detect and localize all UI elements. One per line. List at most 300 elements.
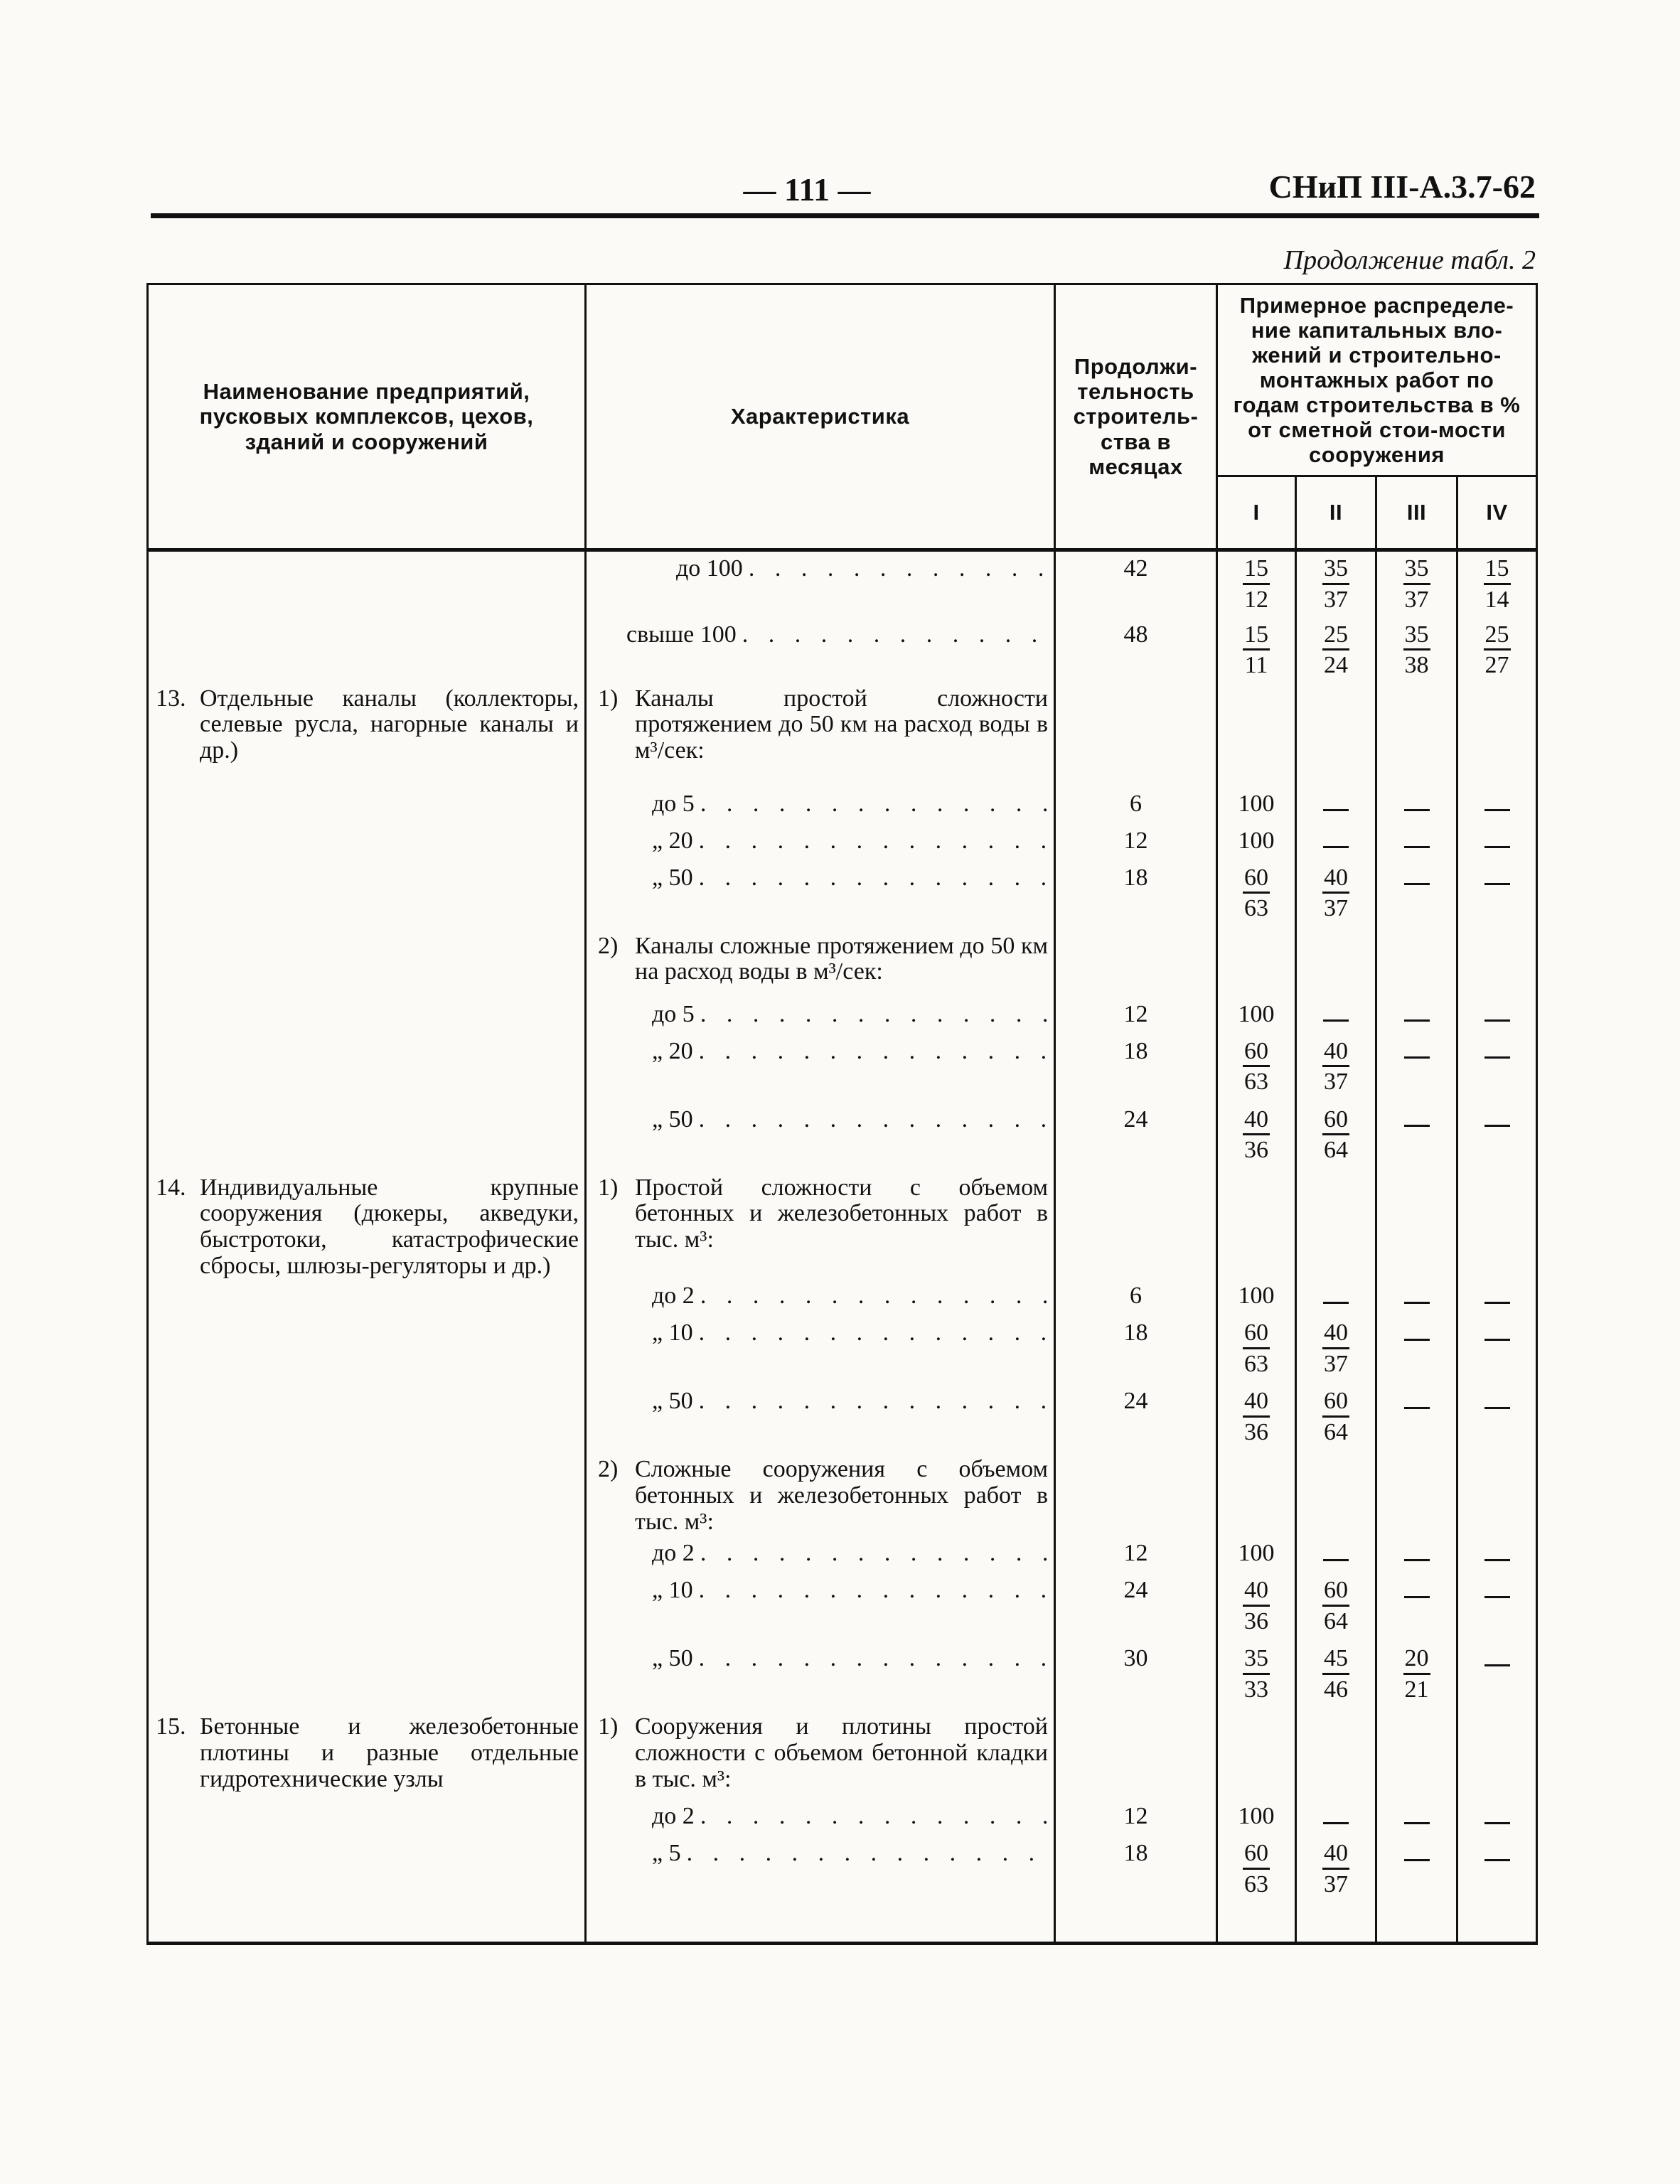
characteristic-text: Каналы простой сложности протяжением до 50 км на расход воды в м³/сек:: [635, 685, 1048, 764]
cell-characteristic: [586, 1279, 1055, 1316]
fraction-denominator: 37: [1324, 1351, 1348, 1378]
cell-year-1: [1217, 1034, 1296, 1103]
fraction-value: [1243, 1107, 1270, 1163]
cell-characteristic: [586, 1836, 1055, 1943]
header-rule: [151, 213, 1539, 218]
column-header-duration: Продолжи-тельность строитель-ства в месяцах: [1055, 284, 1217, 550]
fraction-numerator: 35: [1403, 622, 1430, 651]
range-label: свыше 100: [626, 621, 737, 648]
fraction-denominator: 64: [1324, 1419, 1348, 1446]
dot-leader: [737, 622, 1048, 648]
cell-name: [148, 618, 586, 682]
cell-year-1: [1217, 929, 1296, 997]
dash-mark: [1484, 846, 1510, 848]
cell-characteristic: [586, 1034, 1055, 1103]
cell-duration: [1055, 1573, 1217, 1642]
fraction-value: [1484, 622, 1511, 678]
table-row: [148, 1710, 1537, 1799]
fraction-numerator: 15: [1243, 556, 1270, 585]
cell-year-4: [1457, 1316, 1537, 1384]
range-label: „ 20: [652, 1038, 693, 1064]
fraction-value: [1243, 1578, 1270, 1634]
percent-value: 100: [1238, 1540, 1275, 1567]
table-row: [148, 1279, 1537, 1316]
fraction-value: [1322, 1841, 1349, 1897]
characteristic-number: 1): [598, 1713, 619, 1740]
characteristic-number: 2): [598, 1456, 619, 1483]
cell-year-2: [1296, 787, 1376, 824]
fraction-value: [1322, 1646, 1349, 1702]
characteristic-entry: [598, 1457, 1048, 1535]
cell-year-2: [1296, 1836, 1376, 1943]
fraction-denominator: 37: [1324, 1069, 1348, 1096]
cell-duration: [1055, 1103, 1217, 1171]
dash-mark: [1404, 809, 1430, 811]
cell-year-1: [1217, 1710, 1296, 1799]
fraction-numerator: 40: [1322, 1320, 1349, 1349]
dash-mark: [1484, 1596, 1510, 1598]
range-label: „ 10: [652, 1578, 693, 1604]
dash-mark: [1404, 1019, 1430, 1022]
cell-name: [148, 787, 586, 824]
fraction-value: [1243, 622, 1270, 678]
cell-year-2: [1296, 861, 1376, 929]
fraction-numerator: 40: [1322, 1039, 1349, 1068]
range-label-line: [598, 1804, 1048, 1830]
range-label: до 5: [652, 1001, 695, 1027]
cell-year-3: [1376, 618, 1457, 682]
duration-value: 24: [1123, 1388, 1148, 1415]
table-row: [148, 1536, 1537, 1573]
item-number: 13.: [156, 685, 186, 712]
range-label-line: [598, 1646, 1048, 1672]
table-row: [148, 1103, 1537, 1171]
cell-characteristic: [586, 1573, 1055, 1642]
range-label-line: [598, 1578, 1048, 1604]
dot-leader: [693, 1388, 1048, 1415]
cell-year-4: [1457, 929, 1537, 997]
cell-duration: [1055, 1171, 1217, 1280]
cell-year-1: [1217, 618, 1296, 682]
cell-duration: [1055, 1710, 1217, 1799]
cell-year-3: [1376, 1279, 1457, 1316]
fraction-denominator: 37: [1324, 895, 1348, 922]
fraction-numerator: 35: [1403, 556, 1430, 585]
cell-year-3: [1376, 1452, 1457, 1536]
range-label: „ 5: [652, 1841, 681, 1867]
cell-year-2: [1296, 1799, 1376, 1836]
cell-year-1: [1217, 1799, 1296, 1836]
cell-characteristic: [586, 1710, 1055, 1799]
fraction-numerator: 60: [1243, 865, 1270, 894]
dot-leader: [693, 1646, 1048, 1672]
fraction-denominator: 14: [1484, 586, 1509, 613]
cell-year-1: [1217, 1103, 1296, 1171]
cell-year-2: [1296, 682, 1376, 787]
dash-mark: [1323, 1302, 1349, 1304]
fraction-denominator: 11: [1244, 652, 1268, 679]
fraction-numerator: 60: [1322, 1578, 1349, 1607]
fraction-value: [1403, 556, 1430, 612]
range-label-line: [598, 865, 1048, 892]
duration-value: 18: [1123, 1840, 1148, 1867]
table-row: [148, 861, 1537, 929]
fraction-denominator: 27: [1484, 652, 1509, 679]
fraction-denominator: 36: [1244, 1137, 1268, 1164]
dash-mark: [1404, 1559, 1430, 1561]
characteristic-entry: [598, 1175, 1048, 1253]
percent-value: 100: [1238, 790, 1275, 817]
cell-name: [148, 929, 586, 997]
dash-mark: [1404, 1822, 1430, 1824]
cell-year-3: [1376, 1642, 1457, 1710]
duration-value: 30: [1123, 1645, 1148, 1672]
cell-characteristic: [586, 861, 1055, 929]
range-label: до 5: [652, 791, 695, 817]
range-label-line: [598, 1320, 1048, 1347]
item-entry: [156, 1714, 579, 1792]
cell-name: [148, 682, 586, 787]
cell-year-3: [1376, 1034, 1457, 1103]
dot-leader: [681, 1841, 1048, 1867]
percent-value: 100: [1238, 1803, 1275, 1830]
item-number: 15.: [156, 1713, 186, 1740]
cell-year-4: [1457, 1710, 1537, 1799]
range-label-line: [598, 1283, 1048, 1310]
range-label-line: [598, 1841, 1048, 1867]
dash-mark: [1404, 846, 1430, 848]
fraction-numerator: 25: [1322, 622, 1349, 651]
cell-year-4: [1457, 997, 1537, 1034]
cell-year-2: [1296, 1384, 1376, 1452]
dash-mark: [1484, 883, 1510, 885]
fraction-numerator: 20: [1403, 1646, 1430, 1675]
range-label-line: [598, 1388, 1048, 1415]
cell-duration: [1055, 1384, 1217, 1452]
dash-mark: [1484, 1859, 1510, 1861]
column-header-year-4: IV: [1457, 476, 1537, 550]
cell-year-4: [1457, 1384, 1537, 1452]
dot-leader: [743, 556, 1048, 582]
dot-leader: [695, 1283, 1048, 1310]
cell-year-3: [1376, 1573, 1457, 1642]
cell-year-3: [1376, 929, 1457, 997]
fraction-denominator: 21: [1404, 1676, 1429, 1703]
table-row: [148, 1573, 1537, 1642]
cell-year-2: [1296, 1279, 1376, 1316]
cell-characteristic: [586, 929, 1055, 997]
dot-leader: [695, 1002, 1048, 1028]
fraction-denominator: 63: [1244, 1351, 1268, 1378]
item-number: 14.: [156, 1174, 186, 1201]
cell-year-4: [1457, 787, 1537, 824]
fraction-value: [1243, 1388, 1270, 1445]
dash-mark: [1484, 1822, 1510, 1824]
dash-mark: [1484, 809, 1510, 811]
fraction-numerator: 60: [1243, 1320, 1270, 1349]
cell-name: [148, 1171, 586, 1280]
range-label: до 2: [652, 1283, 695, 1310]
range-label: „ 50: [652, 1106, 693, 1133]
fraction-denominator: 63: [1244, 895, 1268, 922]
cell-name: [148, 1799, 586, 1836]
cell-year-3: [1376, 550, 1457, 618]
fraction-denominator: 33: [1244, 1676, 1268, 1703]
duration-value: 18: [1123, 1320, 1148, 1347]
fraction-value: [1322, 1320, 1349, 1376]
fraction-denominator: 63: [1244, 1871, 1268, 1898]
fraction-numerator: 40: [1322, 1841, 1349, 1870]
dash-mark: [1404, 1859, 1430, 1861]
duration-value: 24: [1123, 1577, 1148, 1604]
fraction-denominator: 64: [1324, 1137, 1348, 1164]
table-row: [148, 550, 1537, 618]
cell-name: [148, 1316, 586, 1384]
fraction-value: [1403, 622, 1430, 678]
cell-year-1: [1217, 1836, 1296, 1943]
cell-characteristic: [586, 1171, 1055, 1280]
table-row: [148, 1384, 1537, 1452]
characteristic-entry: [598, 1714, 1048, 1792]
item-name: Бетонные и железобетонные плотины и разные отдельные гидротехнические узлы: [200, 1713, 579, 1792]
cell-year-3: [1376, 1316, 1457, 1384]
cell-year-1: [1217, 997, 1296, 1034]
cell-name: [148, 550, 586, 618]
cell-year-1: [1217, 1536, 1296, 1573]
range-label-line: [598, 1039, 1048, 1065]
cell-year-4: [1457, 618, 1537, 682]
characteristic-entry: [598, 933, 1048, 985]
table-row: [148, 1836, 1537, 1943]
column-header-name: Наименование предприятий, пусковых комплексов, цехов, зданий и сооружений: [148, 284, 586, 550]
cell-year-2: [1296, 1573, 1376, 1642]
cell-year-4: [1457, 550, 1537, 618]
range-label: до 2: [652, 1541, 695, 1567]
range-label-line: [598, 791, 1048, 818]
cell-characteristic: [586, 682, 1055, 787]
cell-duration: [1055, 824, 1217, 861]
fraction-value: [1484, 556, 1511, 612]
cell-duration: [1055, 1279, 1217, 1316]
duration-value: 18: [1123, 864, 1148, 891]
range-label: до 100: [676, 556, 743, 582]
fraction-numerator: 35: [1322, 556, 1349, 585]
range-label: до 2: [652, 1804, 695, 1830]
cell-duration: [1055, 1836, 1217, 1943]
cell-name: [148, 1536, 586, 1573]
cell-year-4: [1457, 1103, 1537, 1171]
dash-mark: [1404, 1596, 1430, 1598]
cell-duration: [1055, 787, 1217, 824]
range-label-line: [598, 1541, 1048, 1567]
dash-mark: [1323, 809, 1349, 811]
cell-year-2: [1296, 1034, 1376, 1103]
dash-mark: [1484, 1559, 1510, 1561]
characteristic-text: Простой сложности с объемом бетонных и железобетонных работ в тыс. м³:: [635, 1174, 1048, 1253]
cell-duration: [1055, 1536, 1217, 1573]
dot-leader: [693, 1320, 1048, 1347]
fraction-numerator: 40: [1243, 1578, 1270, 1607]
dash-mark: [1404, 1302, 1430, 1304]
cell-characteristic: [586, 1536, 1055, 1573]
cell-year-2: [1296, 618, 1376, 682]
characteristic-text: Сложные сооружения с объемом бетонных и железобетонных работ в тыс. м³:: [635, 1456, 1048, 1535]
dash-mark: [1484, 1407, 1510, 1409]
duration-value: 42: [1123, 555, 1148, 582]
table-row: [148, 997, 1537, 1034]
dash-mark: [1484, 1056, 1510, 1059]
fraction-value: [1322, 1039, 1349, 1095]
fraction-value: [1322, 556, 1349, 612]
cell-duration: [1055, 1316, 1217, 1384]
cell-name: [148, 861, 586, 929]
fraction-numerator: 40: [1243, 1388, 1270, 1418]
cell-year-4: [1457, 861, 1537, 929]
cell-year-4: [1457, 1573, 1537, 1642]
fraction-value: [1322, 1388, 1349, 1445]
cell-characteristic: [586, 1384, 1055, 1452]
fraction-numerator: 60: [1243, 1841, 1270, 1870]
table-row: [148, 618, 1537, 682]
cell-characteristic: [586, 787, 1055, 824]
cell-duration: [1055, 682, 1217, 787]
cell-year-4: [1457, 1536, 1537, 1573]
fraction-value: [1243, 556, 1270, 612]
cell-characteristic: [586, 1452, 1055, 1536]
cell-duration: [1055, 929, 1217, 997]
column-header-year-1: I: [1217, 476, 1296, 550]
fraction-value: [1322, 622, 1349, 678]
dash-mark: [1484, 1339, 1510, 1341]
cell-year-1: [1217, 1279, 1296, 1316]
fraction-numerator: 15: [1484, 556, 1511, 585]
table-body: [148, 550, 1537, 1944]
cell-name: [148, 824, 586, 861]
cell-characteristic: [586, 1642, 1055, 1710]
fraction-denominator: 36: [1244, 1419, 1268, 1446]
fraction-numerator: 35: [1243, 1646, 1270, 1675]
cell-year-1: [1217, 1452, 1296, 1536]
range-label-line: [598, 622, 1048, 648]
characteristic-number: 1): [598, 685, 619, 712]
fraction-numerator: 60: [1322, 1107, 1349, 1136]
range-label: „ 20: [652, 828, 693, 854]
cell-duration: [1055, 861, 1217, 929]
fraction-denominator: 37: [1324, 586, 1348, 613]
characteristic-text: Сооружения и плотины простой сложности с объемом бетонной кладки в тыс. м³:: [635, 1713, 1048, 1792]
cell-name: [148, 1034, 586, 1103]
table-row: [148, 682, 1537, 787]
dash-mark: [1323, 1019, 1349, 1022]
cell-year-1: [1217, 550, 1296, 618]
cell-year-1: [1217, 1171, 1296, 1280]
cell-year-3: [1376, 682, 1457, 787]
dot-leader: [693, 828, 1048, 855]
item-name: Отдельные каналы (коллекторы, селевые русла, нагорные каналы и др.): [200, 685, 579, 764]
percent-value: 100: [1238, 827, 1275, 854]
document-code: СНиП III-А.3.7-62: [1268, 168, 1536, 205]
percent-value: 100: [1238, 1283, 1275, 1310]
dash-mark: [1323, 846, 1349, 848]
cell-year-2: [1296, 929, 1376, 997]
duration-value: 6: [1130, 1283, 1142, 1310]
cell-year-3: [1376, 1710, 1457, 1799]
cell-characteristic: [586, 1103, 1055, 1171]
page-number: — 111 —: [743, 171, 871, 208]
table-row: [148, 824, 1537, 861]
cell-year-3: [1376, 1103, 1457, 1171]
fraction-denominator: 38: [1404, 652, 1429, 679]
cell-year-3: [1376, 1171, 1457, 1280]
cell-year-4: [1457, 1034, 1537, 1103]
cell-name: [148, 1384, 586, 1452]
duration-value: 12: [1123, 827, 1148, 854]
column-header-distribution: Примерное распределе-ние капитальных вло-жений и строительно-монтажных работ по годам строительства в % от сметной стои-мости сооружения: [1217, 284, 1537, 476]
cell-year-2: [1296, 1171, 1376, 1280]
table-continuation-note: Продолжение табл. 2: [1283, 245, 1536, 275]
dash-mark: [1404, 1407, 1430, 1409]
duration-value: 24: [1123, 1106, 1148, 1133]
cell-duration: [1055, 1799, 1217, 1836]
fraction-value: [1243, 865, 1270, 921]
column-header-year-2: II: [1296, 476, 1376, 550]
cell-characteristic: [586, 997, 1055, 1034]
cell-characteristic: [586, 824, 1055, 861]
fraction-value: [1243, 1320, 1270, 1376]
fraction-denominator: 12: [1244, 586, 1268, 613]
cell-year-3: [1376, 861, 1457, 929]
dot-leader: [695, 1541, 1048, 1567]
cell-name: [148, 997, 586, 1034]
item-entry: [156, 1175, 579, 1280]
fraction-numerator: 60: [1322, 1388, 1349, 1418]
dash-mark: [1323, 1822, 1349, 1824]
cell-year-2: [1296, 1103, 1376, 1171]
fraction-numerator: 45: [1322, 1646, 1349, 1675]
cell-year-2: [1296, 1642, 1376, 1710]
fraction-denominator: 36: [1244, 1608, 1268, 1635]
duration-value: 48: [1123, 621, 1148, 648]
dot-leader: [695, 1804, 1048, 1830]
fraction-numerator: 60: [1243, 1039, 1270, 1068]
table-row: [148, 1034, 1537, 1103]
table-row: [148, 1452, 1537, 1536]
table-row: [148, 1799, 1537, 1836]
cell-year-4: [1457, 824, 1537, 861]
cell-year-4: [1457, 682, 1537, 787]
cell-year-2: [1296, 550, 1376, 618]
fraction-value: [1322, 865, 1349, 921]
dash-mark: [1484, 1019, 1510, 1022]
cell-name: [148, 1279, 586, 1316]
table-row: [148, 929, 1537, 997]
fraction-denominator: 37: [1404, 586, 1429, 613]
duration-value: 12: [1123, 1000, 1148, 1027]
dash-mark: [1404, 1125, 1430, 1127]
fraction-value: [1403, 1646, 1430, 1702]
cell-year-1: [1217, 787, 1296, 824]
dot-leader: [693, 1107, 1048, 1133]
cell-year-3: [1376, 1799, 1457, 1836]
range-label-line: [598, 1002, 1048, 1028]
cell-year-4: [1457, 1836, 1537, 1943]
cell-name: [148, 1452, 586, 1536]
characteristic-entry: [598, 686, 1048, 764]
table-row: [148, 1171, 1537, 1280]
duration-value: 18: [1123, 1037, 1148, 1064]
cell-duration: [1055, 550, 1217, 618]
cell-year-2: [1296, 1710, 1376, 1799]
